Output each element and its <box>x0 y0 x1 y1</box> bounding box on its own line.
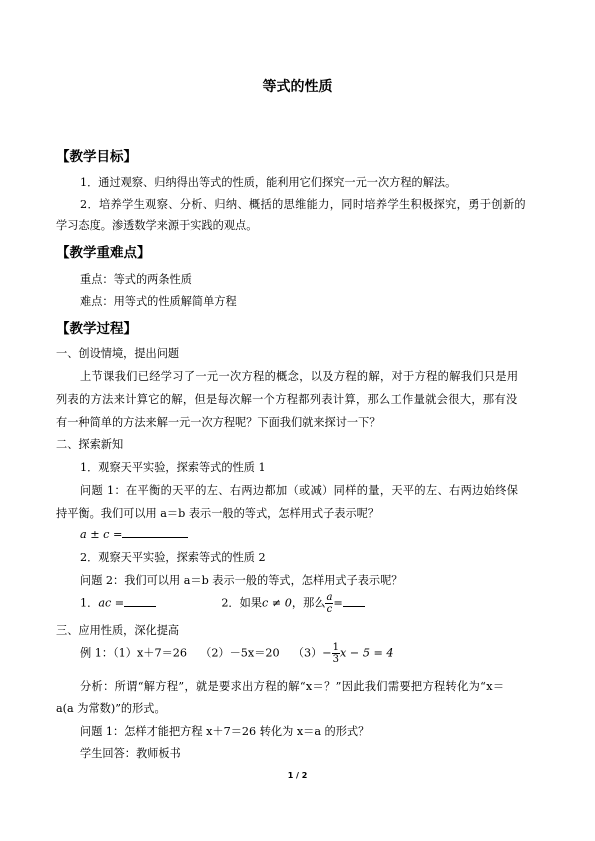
section-heading-keypoints: 【教学重难点】 <box>56 245 151 261</box>
section-heading-process: 【教学过程】 <box>56 321 137 337</box>
example-1-label: 例 1： <box>80 646 114 660</box>
formula-1-expr: a ± c = <box>80 528 123 541</box>
question-2: 问题 2：我们可以用 a＝b 表示一般的等式，怎样用式子表示呢？ <box>80 574 403 587</box>
analysis-line2: a(a 为常数)”的形式。 <box>56 702 166 715</box>
answer-b-blank <box>343 596 365 607</box>
goal-item-1: 1．通过观察、归纳得出等式的性质，能利用它们探究一元一次方程的解法。 <box>80 176 457 189</box>
section-heading-goals: 【教学目标】 <box>56 149 137 165</box>
goal-item-2-line1: 2．培养学生观察、分析、归纳、概括的思维能力，同时培养学生积极探究，勇于创新的 <box>80 198 526 211</box>
page-number: 1 / 2 <box>287 771 308 780</box>
answer-b-fraction-num: a <box>326 592 333 603</box>
example-1-item-2: （2）－5x＝20 <box>200 646 280 660</box>
answer-b-number: 2．如果 <box>221 596 262 610</box>
observation-1: 1．观察天平实验，探索等式的性质 1 <box>80 461 266 474</box>
question-3: 问题 1：怎样才能把方程 x＋7＝26 转化为 x＝a 的形式？ <box>80 725 370 738</box>
answer-b-then: ，那么 <box>291 596 326 610</box>
example-1-item-3-fraction <box>332 642 340 665</box>
question-1-line1: 问题 1：在平衡的天平的左、右两边都加（或减）同样的量，天平的左、右两边始终保 <box>80 484 519 497</box>
page-title: 等式的性质 <box>262 79 333 95</box>
example-1-item-3-minus: − <box>322 646 332 660</box>
part2-title: 二、探索新知 <box>56 438 124 451</box>
example-1-item-3-label: （3） <box>292 646 323 660</box>
question-1-line2: 持平衡。我们可以用 a＝b 表示一般的等式，怎样用式子表示呢？ <box>56 507 380 520</box>
formula-1 <box>80 527 188 541</box>
formula-1-blank <box>122 527 188 538</box>
part3-title: 三、应用性质，深化提高 <box>56 624 180 637</box>
key-point: 重点：等式的两条性质 <box>80 273 192 286</box>
part1-title: 一、创设情境，提出问题 <box>56 347 180 360</box>
part1-line2: 列表的方法来计算它的解，但是每次解一个方程都列表计算，那么工作量就会很大，那有没 <box>56 393 518 406</box>
analysis-line1: 分析：所谓“解方程”，就是要求出方程的解“x＝？”因此我们需要把方程转化为“x＝ <box>80 680 505 693</box>
student-answer: 学生回答：教师板书 <box>80 747 181 760</box>
answer-b-fraction-den: c <box>326 604 333 615</box>
observation-2: 2．观察天平实验，探索等式的性质 2 <box>80 551 266 564</box>
difficulty-point: 难点：用等式的性质解简单方程 <box>80 295 237 308</box>
example-1-item-1: （1）x＋7＝26 <box>113 646 187 660</box>
example-1 <box>80 642 394 665</box>
part1-line3: 有一种简单的方法来解一元一次方程呢？下面我们就来探讨一下？ <box>56 416 381 429</box>
answer-b-condition: c ≠ 0 <box>262 596 292 610</box>
example-1-item-3-fraction-den: 3 <box>332 654 340 665</box>
part1-line1: 上节课我们已经学习了一元一次方程的概念，以及方程的解，对于方程的解我们只是用 <box>80 370 519 383</box>
answer-a-blank <box>124 596 156 607</box>
question-2-answers <box>80 592 365 615</box>
answer-a-expr: ac = <box>98 596 125 610</box>
answer-a-number: 1． <box>80 596 99 610</box>
goal-item-2-line2: 学习态度。渗透数学来源于实践的观点。 <box>56 219 258 232</box>
example-1-item-3-fraction-num: 1 <box>332 642 340 653</box>
example-1-item-3-expr: x − 5 = 4 <box>340 646 394 660</box>
answer-b-eq: = <box>333 596 343 610</box>
